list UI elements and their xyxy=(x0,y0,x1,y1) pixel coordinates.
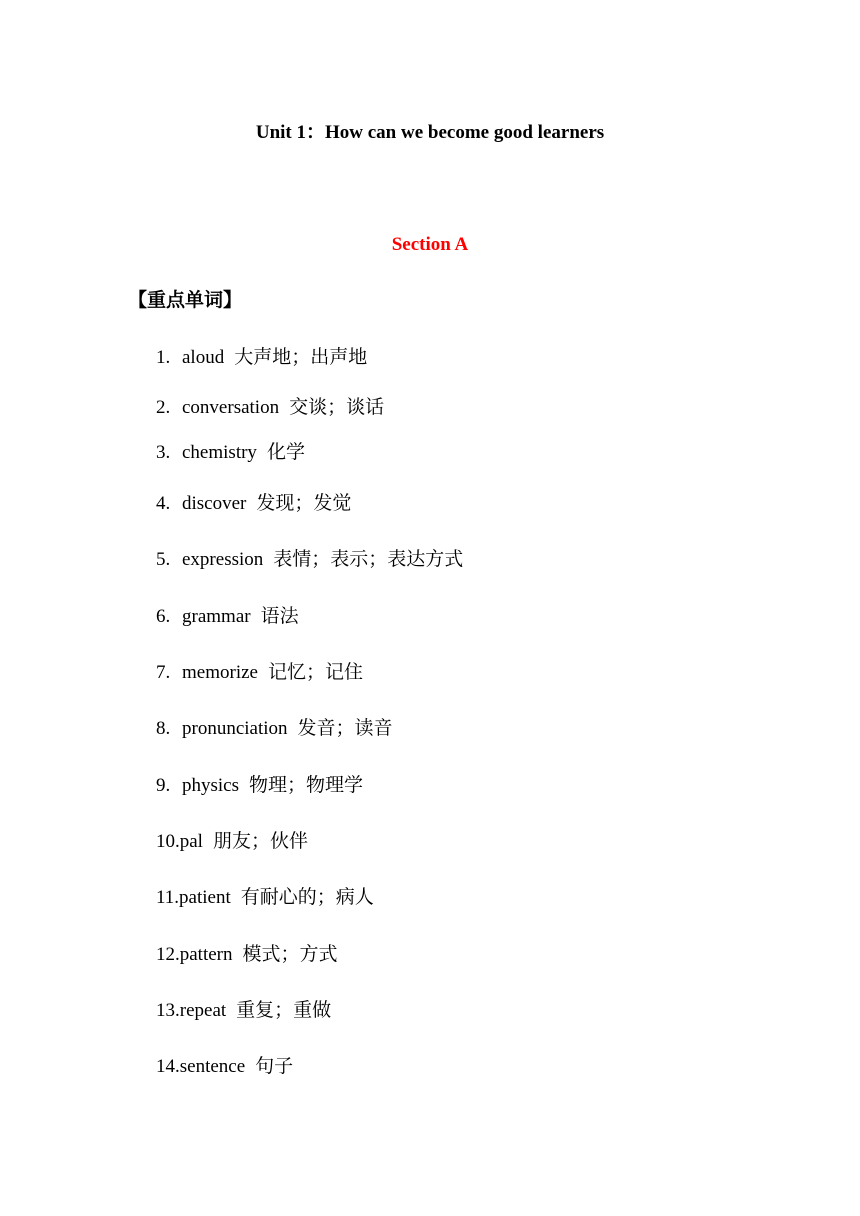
vocab-word: conversation xyxy=(182,397,280,418)
vocab-item xyxy=(156,941,338,969)
vocab-number: 6. xyxy=(156,606,171,627)
vocab-item xyxy=(156,997,331,1025)
vocab-number: 10. xyxy=(156,831,180,852)
vocab-number: 2. xyxy=(156,397,171,418)
vocab-number: 9. xyxy=(156,775,171,796)
vocab-word: pronunciation xyxy=(182,718,288,739)
vocab-meaning: 发现；发觉 xyxy=(256,493,352,514)
vocab-meaning: 物理；物理学 xyxy=(249,775,364,796)
vocab-item xyxy=(156,344,367,372)
vocab-item xyxy=(156,884,374,912)
vocab-word: chemistry xyxy=(182,442,257,463)
vocab-meaning: 模式；方式 xyxy=(242,944,338,965)
vocab-item xyxy=(156,603,299,631)
vocab-meaning: 大声地；出声地 xyxy=(234,347,368,368)
section-title: Section A xyxy=(391,234,469,255)
vocab-heading: 【重点单词】 xyxy=(128,290,243,311)
vocab-word: aloud xyxy=(182,347,225,368)
vocab-word: discover xyxy=(182,493,247,514)
vocab-item xyxy=(156,772,363,800)
vocab-item xyxy=(156,1053,293,1081)
vocab-number: 5. xyxy=(156,549,171,570)
vocab-number: 3. xyxy=(156,442,171,463)
vocab-item xyxy=(156,490,351,518)
vocab-number: 11. xyxy=(156,887,180,908)
vocab-word: grammar xyxy=(182,606,251,627)
vocab-word: physics xyxy=(182,775,239,796)
vocab-number: 1. xyxy=(156,347,171,368)
vocab-meaning: 发音；读音 xyxy=(297,718,393,739)
vocab-meaning: 化学 xyxy=(266,442,305,463)
vocab-number: 13. xyxy=(156,1000,180,1021)
vocab-meaning: 语法 xyxy=(260,606,299,627)
vocab-meaning: 句子 xyxy=(255,1056,294,1077)
vocab-word: pattern xyxy=(179,944,233,965)
vocab-word: pal xyxy=(179,831,203,852)
vocab-meaning: 记忆；记住 xyxy=(267,662,363,683)
vocab-number: 12. xyxy=(156,944,180,965)
vocab-meaning: 重复；重做 xyxy=(236,1000,332,1021)
vocab-number: 4. xyxy=(156,493,171,514)
vocab-item xyxy=(156,659,363,687)
vocab-meaning: 表情；表示；表达方式 xyxy=(273,549,464,570)
vocab-item xyxy=(156,715,393,743)
vocab-item xyxy=(156,828,308,856)
vocab-number: 14. xyxy=(156,1056,180,1077)
vocab-word: sentence xyxy=(179,1056,246,1077)
vocab-word: patient xyxy=(179,887,231,908)
vocab-meaning: 有耐心的；病人 xyxy=(240,887,374,908)
vocab-meaning: 朋友；伙伴 xyxy=(212,831,308,852)
vocab-word: repeat xyxy=(179,1000,227,1021)
vocab-item xyxy=(156,394,384,422)
vocab-meaning: 交谈；谈话 xyxy=(289,397,385,418)
vocab-word: expression xyxy=(182,549,264,570)
vocab-item xyxy=(156,439,305,467)
page-title: Unit 1：How can we become good learners xyxy=(255,122,605,143)
vocab-number: 8. xyxy=(156,718,171,739)
vocab-word: memorize xyxy=(182,662,258,683)
vocab-item xyxy=(156,546,463,574)
vocab-number: 7. xyxy=(156,662,171,683)
